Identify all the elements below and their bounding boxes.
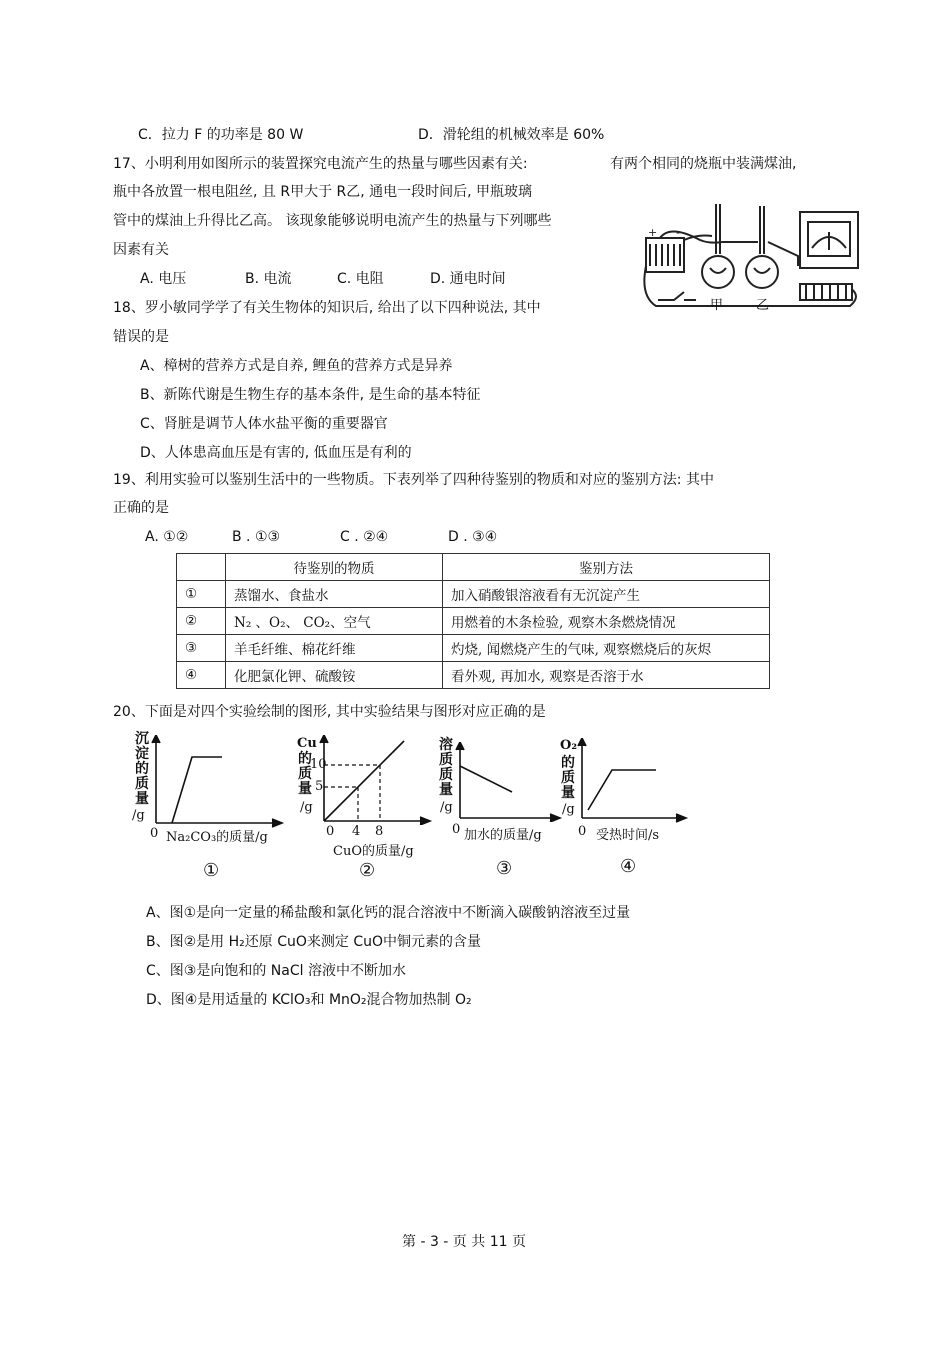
q19-stem-line2: 正确的是 <box>113 500 169 516</box>
flask-yi-label: 乙 <box>756 298 770 313</box>
q20-option-b: B、图②是用 H₂还原 CuO来测定 CuO中铜元素的含量 <box>146 934 481 950</box>
q19-option-c: C . ②④ <box>340 529 389 545</box>
table-cell: 化肥氯化钾、硫酸铵 <box>226 662 443 689</box>
table-cell: 灼烧, 闻燃烧产生的气味, 观察燃烧后的灰烬 <box>443 635 770 662</box>
table-cell: 羊毛纤维、棉花纤维 <box>226 635 443 662</box>
q19-stem-line1: 19、利用实验可以鉴别生活中的一些物质。下表列举了四种待鉴别的物质和对应的鉴别方法: 其中 <box>113 472 714 488</box>
table-header-cell <box>177 554 226 581</box>
q18-option-c: C、肾脏是调节人体水盐平衡的重要器官 <box>140 416 388 432</box>
graph1-origin: 0 <box>150 826 159 841</box>
graph2-ylabel: 的质量 <box>298 751 312 797</box>
graph4-plot <box>576 738 691 824</box>
table-header-cell: 待鉴别的物质 <box>226 554 443 581</box>
rheostat-icon <box>800 284 852 300</box>
table-cell: 用燃着的木条检验, 观察木条燃烧情况 <box>443 608 770 635</box>
graph4-curve <box>588 770 656 810</box>
graph3-curve <box>460 766 512 792</box>
graph4-number: ④ <box>620 856 637 877</box>
q20-option-a: A、图①是向一定量的稀盐酸和氯化钙的混合溶液中不断滴入碳酸钠溶液至过量 <box>146 905 631 921</box>
q18-option-d: D、人体患高血压是有害的, 低血压是有利的 <box>140 445 412 461</box>
graph2-xtick-8: 8 <box>375 824 384 839</box>
q17-stem-line4: 因素有关 <box>113 242 169 258</box>
q20-option-c: C、图③是向饱和的 NaCl 溶液中不断加水 <box>146 963 406 979</box>
graph2-plot <box>316 735 436 825</box>
q20-stem-line1: 20、下面是对四个实验绘制的图形, 其中实验结果与图形对应正确的是 <box>113 704 546 720</box>
table-cell: ④ <box>177 662 226 689</box>
table-row <box>177 635 770 662</box>
graph2-origin: 0 <box>326 824 335 839</box>
page-footer: 第 - 3 - 页 共 11 页 <box>402 1234 526 1250</box>
graph1-ylabel: 沉淀的质量 <box>135 731 149 807</box>
q17-option-d: D. 通电时间 <box>430 271 506 287</box>
graph1-yunit: /g <box>132 808 145 823</box>
table-row <box>177 608 770 635</box>
switch-icon <box>658 292 684 300</box>
q17-stem-line2: 瓶中各放置一根电阻丝, 且 R甲大于 R乙, 通电一段时间后, 甲瓶玻璃 <box>113 184 533 200</box>
table-cell: 加入硝酸银溶液看有无沉淀产生 <box>443 581 770 608</box>
q17-option-b: B. 电流 <box>245 271 292 287</box>
q16-option-d: D．滑轮组的机械效率是 60% <box>418 127 605 143</box>
table-cell: 看外观, 再加水, 观察是否溶于水 <box>443 662 770 689</box>
battery-icon <box>646 238 684 272</box>
graph2-xlabel: CuO的质量/g <box>333 844 414 859</box>
q19-option-b: B . ①③ <box>232 529 281 545</box>
graph4-yunit: /g <box>562 802 575 817</box>
graph3-yunit: /g <box>440 800 453 815</box>
graph3-origin: 0 <box>452 822 461 837</box>
graph4-origin: 0 <box>578 824 587 839</box>
table-cell: ② <box>177 608 226 635</box>
graph2-ytick-10: 10 <box>310 757 327 772</box>
q17-stem-line3: 管中的煤油上升得比乙高。 该现象能够说明电流产生的热量与下列哪些 <box>113 213 552 229</box>
graph1-plot <box>150 735 285 830</box>
graph2-number: ② <box>359 860 376 881</box>
q18-option-a: A、樟树的营养方式是自养, 鲤鱼的营养方式是异养 <box>140 358 453 374</box>
graph1-number: ① <box>203 860 220 881</box>
q16-option-c: C．拉力 F 的功率是 80 W <box>138 127 304 143</box>
graph3-xlabel: 加水的质量/g <box>464 828 542 843</box>
circuit-diagram <box>640 196 865 318</box>
graph4-xlabel: 受热时间/s <box>596 828 660 843</box>
graph2-ytick-5: 5 <box>315 779 324 794</box>
graph3-number: ③ <box>496 858 513 879</box>
graph1-curve <box>172 757 222 823</box>
table-cell: N₂ 、O₂、 CO₂、空气 <box>226 608 443 635</box>
q19-option-a: A. ①② <box>145 529 189 545</box>
q18-stem-line2: 错误的是 <box>113 329 169 345</box>
flask-jia-label: 甲 <box>710 298 724 313</box>
table-cell: 蒸馏水、食盐水 <box>226 581 443 608</box>
q20-option-d: D、图④是用适量的 KClO₃和 MnO₂混合物加热制 O₂ <box>146 992 472 1008</box>
table-header-cell: 鉴别方法 <box>443 554 770 581</box>
graph4-ylabel-top: O₂ <box>560 738 578 753</box>
table-row <box>177 581 770 608</box>
q18-stem-line1: 18、罗小敏同学学了有关生物体的知识后, 给出了以下四种说法, 其中 <box>113 300 541 316</box>
q19-option-d: D . ③④ <box>448 529 498 545</box>
table-cell: ① <box>177 581 226 608</box>
q17-stem-line1b: 有两个相同的烧瓶中装满煤油, <box>610 156 797 172</box>
graph2-xtick-4: 4 <box>352 824 361 839</box>
graph2-curve-extension <box>392 741 404 753</box>
graph1-xlabel: Na₂CO₃的质量/g <box>166 830 268 845</box>
svg-text:+: + <box>648 226 658 239</box>
table-cell: ③ <box>177 635 226 662</box>
identification-table <box>176 553 770 689</box>
graph2-ylabel-top: Cu <box>297 736 317 751</box>
graph3-ylabel: 溶质质量 <box>439 737 453 798</box>
graph4-ylabel: 的质量 <box>561 755 575 801</box>
table-row <box>177 662 770 689</box>
table-header-row <box>177 554 770 581</box>
q17-stem-line1a: 17、小明利用如图所示的装置探究电流产生的热量与哪些因素有关: <box>113 156 528 172</box>
q17-option-c: C. 电阻 <box>337 271 384 287</box>
q17-option-a: A. 电压 <box>140 271 187 287</box>
graph3-plot <box>454 742 564 822</box>
q18-option-b: B、新陈代谢是生物生存的基本条件, 是生命的基本特征 <box>140 387 481 403</box>
graph2-yunit: /g <box>300 800 313 815</box>
svg-text:-: - <box>676 226 680 239</box>
